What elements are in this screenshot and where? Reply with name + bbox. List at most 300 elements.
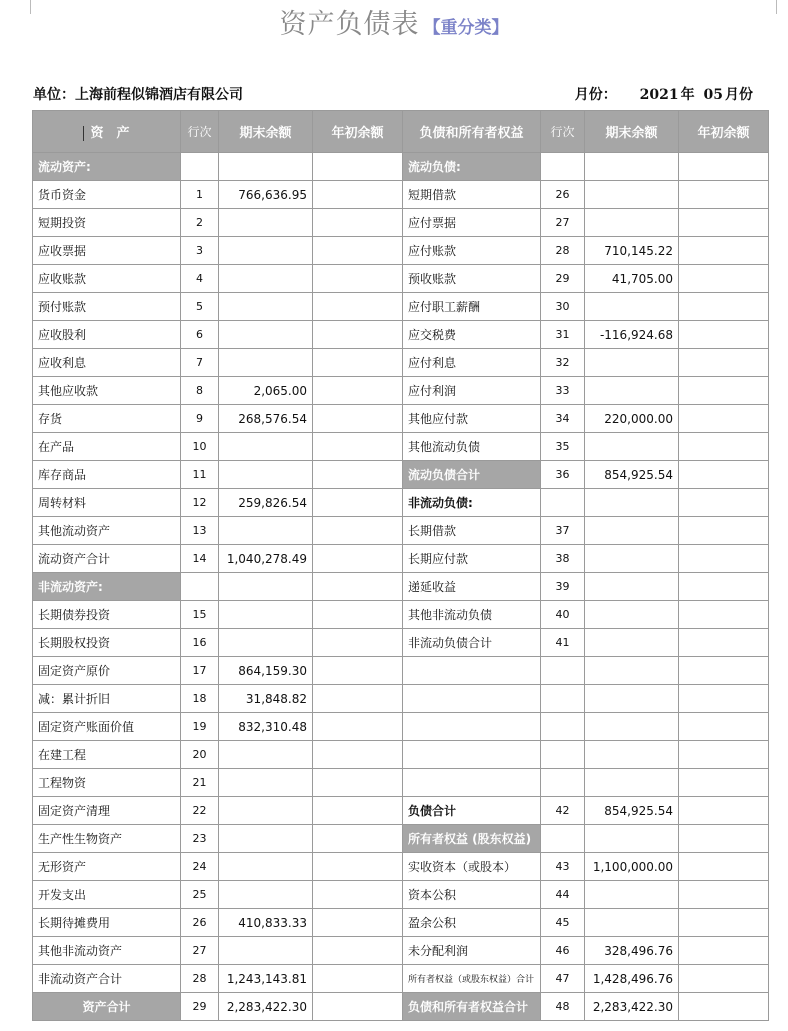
liability-line-no <box>541 657 585 685</box>
table-row <box>33 937 769 965</box>
liability-item: 非流动负债合计 <box>403 629 541 657</box>
header-liabilities-equity: 负债和所有者权益 <box>403 111 541 153</box>
asset-line-no: 15 <box>181 601 219 629</box>
liability-item: 应付利息 <box>403 349 541 377</box>
asset-line-no: 16 <box>181 629 219 657</box>
liability-opening-balance <box>679 629 769 657</box>
asset-closing-balance: 31,848.82 <box>219 685 313 713</box>
asset-opening-balance <box>313 797 403 825</box>
asset-closing-balance <box>219 461 313 489</box>
liability-item: 负债和所有者权益合计 <box>403 993 541 1021</box>
liability-opening-balance <box>679 853 769 881</box>
asset-line-no: 27 <box>181 937 219 965</box>
liability-item: 应付职工薪酬 <box>403 293 541 321</box>
asset-line-no: 18 <box>181 685 219 713</box>
balance-sheet-body <box>33 153 769 1021</box>
liability-closing-balance <box>585 825 679 853</box>
liability-item <box>403 685 541 713</box>
asset-closing-balance <box>219 881 313 909</box>
asset-item: 货币资金 <box>33 181 181 209</box>
liability-opening-balance <box>679 769 769 797</box>
asset-line-no: 26 <box>181 909 219 937</box>
liability-closing-balance: -116,924.68 <box>585 321 679 349</box>
asset-item: 长期股权投资 <box>33 629 181 657</box>
asset-closing-balance: 2,065.00 <box>219 377 313 405</box>
liability-closing-balance: 854,925.54 <box>585 461 679 489</box>
asset-closing-balance: 410,833.33 <box>219 909 313 937</box>
liability-closing-balance <box>585 293 679 321</box>
liability-opening-balance <box>679 433 769 461</box>
table-row <box>33 265 769 293</box>
liability-opening-balance <box>679 937 769 965</box>
liability-closing-balance <box>585 209 679 237</box>
liability-closing-balance: 41,705.00 <box>585 265 679 293</box>
liability-closing-balance: 328,496.76 <box>585 937 679 965</box>
liability-opening-balance <box>679 517 769 545</box>
table-row <box>33 769 769 797</box>
liability-closing-balance <box>585 349 679 377</box>
liability-line-no: 42 <box>541 797 585 825</box>
liability-line-no <box>541 685 585 713</box>
liability-opening-balance <box>679 909 769 937</box>
liability-line-no <box>541 713 585 741</box>
liability-closing-balance: 220,000.00 <box>585 405 679 433</box>
liability-opening-balance <box>679 881 769 909</box>
asset-line-no: 13 <box>181 517 219 545</box>
liability-item: 其他非流动负债 <box>403 601 541 629</box>
liability-closing-balance <box>585 545 679 573</box>
table-row <box>33 405 769 433</box>
liability-line-no: 40 <box>541 601 585 629</box>
period-month: 05 <box>703 87 723 103</box>
asset-line-no: 14 <box>181 545 219 573</box>
liability-opening-balance <box>679 461 769 489</box>
asset-item: 流动资产合计 <box>33 545 181 573</box>
liability-opening-balance <box>679 377 769 405</box>
liability-line-no <box>541 489 585 517</box>
table-row <box>33 741 769 769</box>
asset-line-no: 23 <box>181 825 219 853</box>
asset-opening-balance <box>313 209 403 237</box>
asset-closing-balance: 1,040,278.49 <box>219 545 313 573</box>
balance-sheet-table <box>32 110 769 1021</box>
table-row <box>33 237 769 265</box>
liability-item: 其他应付款 <box>403 405 541 433</box>
liability-opening-balance <box>679 489 769 517</box>
asset-opening-balance <box>313 349 403 377</box>
text-cursor <box>83 126 84 141</box>
asset-line-no <box>181 153 219 181</box>
liability-opening-balance <box>679 153 769 181</box>
asset-opening-balance <box>313 433 403 461</box>
report-title <box>0 2 788 41</box>
header-line-no-right: 行次 <box>541 111 585 153</box>
asset-closing-balance <box>219 937 313 965</box>
asset-opening-balance <box>313 405 403 433</box>
asset-item: 周转材料 <box>33 489 181 517</box>
asset-item: 生产性生物资产 <box>33 825 181 853</box>
asset-line-no: 22 <box>181 797 219 825</box>
liability-item <box>403 741 541 769</box>
table-row <box>33 517 769 545</box>
header-line-no-left: 行次 <box>181 111 219 153</box>
liability-opening-balance <box>679 293 769 321</box>
asset-opening-balance <box>313 489 403 517</box>
asset-item: 应收票据 <box>33 237 181 265</box>
liability-line-no <box>541 825 585 853</box>
asset-line-no: 5 <box>181 293 219 321</box>
table-row <box>33 489 769 517</box>
liability-line-no: 36 <box>541 461 585 489</box>
report-title-text: 资产负债表 <box>279 9 420 40</box>
asset-closing-balance <box>219 629 313 657</box>
asset-closing-balance <box>219 797 313 825</box>
liability-closing-balance <box>585 377 679 405</box>
asset-closing-balance <box>219 741 313 769</box>
table-row <box>33 433 769 461</box>
asset-item: 其他非流动资产 <box>33 937 181 965</box>
asset-closing-balance: 268,576.54 <box>219 405 313 433</box>
table-row <box>33 461 769 489</box>
liability-item: 短期借款 <box>403 181 541 209</box>
liability-opening-balance <box>679 685 769 713</box>
liability-opening-balance <box>679 965 769 993</box>
liability-closing-balance: 854,925.54 <box>585 797 679 825</box>
asset-item: 长期债券投资 <box>33 601 181 629</box>
asset-closing-balance <box>219 153 313 181</box>
asset-item: 存货 <box>33 405 181 433</box>
liability-line-no: 45 <box>541 909 585 937</box>
liability-line-no: 39 <box>541 573 585 601</box>
liability-line-no: 31 <box>541 321 585 349</box>
liability-closing-balance <box>585 489 679 517</box>
liability-opening-balance <box>679 181 769 209</box>
liability-item: 应交税费 <box>403 321 541 349</box>
asset-opening-balance <box>313 685 403 713</box>
asset-line-no: 25 <box>181 881 219 909</box>
asset-closing-balance <box>219 265 313 293</box>
asset-opening-balance <box>313 657 403 685</box>
asset-item: 应收账款 <box>33 265 181 293</box>
table-row <box>33 629 769 657</box>
asset-line-no: 29 <box>181 993 219 1021</box>
liability-opening-balance <box>679 573 769 601</box>
asset-opening-balance <box>313 909 403 937</box>
liability-line-no: 29 <box>541 265 585 293</box>
asset-item: 资产合计 <box>33 993 181 1021</box>
asset-line-no: 12 <box>181 489 219 517</box>
asset-item: 流动资产: <box>33 153 181 181</box>
liability-closing-balance: 2,283,422.30 <box>585 993 679 1021</box>
asset-item: 预付账款 <box>33 293 181 321</box>
liability-item: 所有者权益（或股东权益）合计 <box>403 965 541 993</box>
asset-line-no: 6 <box>181 321 219 349</box>
table-row <box>33 685 769 713</box>
liability-closing-balance <box>585 909 679 937</box>
asset-line-no: 28 <box>181 965 219 993</box>
asset-line-no: 11 <box>181 461 219 489</box>
liability-closing-balance: 710,145.22 <box>585 237 679 265</box>
liability-opening-balance <box>679 209 769 237</box>
liability-line-no: 37 <box>541 517 585 545</box>
header-assets <box>33 111 181 153</box>
liability-line-no: 48 <box>541 993 585 1021</box>
table-row <box>33 601 769 629</box>
asset-item: 在产品 <box>33 433 181 461</box>
liability-line-no: 27 <box>541 209 585 237</box>
asset-closing-balance <box>219 349 313 377</box>
asset-item: 长期待摊费用 <box>33 909 181 937</box>
liability-line-no: 44 <box>541 881 585 909</box>
liability-closing-balance: 1,100,000.00 <box>585 853 679 881</box>
table-row <box>33 293 769 321</box>
liability-item: 负债合计 <box>403 797 541 825</box>
asset-line-no: 9 <box>181 405 219 433</box>
asset-line-no: 21 <box>181 769 219 797</box>
liability-closing-balance <box>585 629 679 657</box>
liability-item: 盈余公积 <box>403 909 541 937</box>
asset-opening-balance <box>313 713 403 741</box>
liability-line-no: 46 <box>541 937 585 965</box>
report-subtitle: 【重分类】 <box>423 18 509 38</box>
liability-line-no: 34 <box>541 405 585 433</box>
liability-line-no: 38 <box>541 545 585 573</box>
liability-opening-balance <box>679 713 769 741</box>
asset-closing-balance <box>219 853 313 881</box>
asset-line-no <box>181 573 219 601</box>
table-row <box>33 573 769 601</box>
liability-closing-balance <box>585 685 679 713</box>
asset-closing-balance <box>219 293 313 321</box>
asset-item: 短期投资 <box>33 209 181 237</box>
liability-closing-balance: 1,428,496.76 <box>585 965 679 993</box>
asset-item: 工程物资 <box>33 769 181 797</box>
asset-opening-balance <box>313 853 403 881</box>
liability-opening-balance <box>679 321 769 349</box>
liability-item: 未分配利润 <box>403 937 541 965</box>
liability-opening-balance <box>679 797 769 825</box>
liability-opening-balance <box>679 825 769 853</box>
asset-line-no: 24 <box>181 853 219 881</box>
table-row <box>33 965 769 993</box>
liability-closing-balance <box>585 181 679 209</box>
table-header-row <box>33 111 769 153</box>
asset-item: 应收股利 <box>33 321 181 349</box>
liability-line-no: 47 <box>541 965 585 993</box>
liability-item <box>403 713 541 741</box>
asset-opening-balance <box>313 741 403 769</box>
liability-item: 所有者权益 (股东权益) <box>403 825 541 853</box>
liability-closing-balance <box>585 573 679 601</box>
liability-line-no: 26 <box>541 181 585 209</box>
asset-line-no: 3 <box>181 237 219 265</box>
asset-item: 固定资产清理 <box>33 797 181 825</box>
asset-opening-balance <box>313 265 403 293</box>
liability-opening-balance <box>679 237 769 265</box>
table-row <box>33 153 769 181</box>
liability-line-no <box>541 741 585 769</box>
liability-closing-balance <box>585 881 679 909</box>
asset-closing-balance <box>219 573 313 601</box>
table-row <box>33 321 769 349</box>
liability-closing-balance <box>585 601 679 629</box>
asset-item: 其他流动资产 <box>33 517 181 545</box>
liability-line-no: 32 <box>541 349 585 377</box>
liability-item: 递延收益 <box>403 573 541 601</box>
asset-line-no: 19 <box>181 713 219 741</box>
liability-item: 其他流动负债 <box>403 433 541 461</box>
liability-line-no: 28 <box>541 237 585 265</box>
liability-opening-balance <box>679 405 769 433</box>
period-label: 月份： <box>574 87 617 103</box>
asset-opening-balance <box>313 237 403 265</box>
asset-opening-balance <box>313 573 403 601</box>
asset-line-no: 1 <box>181 181 219 209</box>
header-opening-balance-left: 年初余额 <box>313 111 403 153</box>
liability-line-no: 35 <box>541 433 585 461</box>
asset-line-no: 10 <box>181 433 219 461</box>
header-closing-balance-left: 期末余额 <box>219 111 313 153</box>
asset-opening-balance <box>313 181 403 209</box>
period-year-suffix: 年 <box>680 87 695 103</box>
asset-opening-balance <box>313 461 403 489</box>
asset-closing-balance <box>219 517 313 545</box>
asset-item: 固定资产原价 <box>33 657 181 685</box>
asset-opening-balance <box>313 517 403 545</box>
table-row <box>33 377 769 405</box>
liability-item: 应付账款 <box>403 237 541 265</box>
asset-opening-balance <box>313 937 403 965</box>
asset-line-no: 17 <box>181 657 219 685</box>
asset-item: 非流动资产: <box>33 573 181 601</box>
asset-opening-balance <box>313 601 403 629</box>
liability-opening-balance <box>679 265 769 293</box>
asset-closing-balance <box>219 601 313 629</box>
asset-item: 其他应收款 <box>33 377 181 405</box>
liability-item: 非流动负债: <box>403 489 541 517</box>
table-row <box>33 881 769 909</box>
liability-item <box>403 657 541 685</box>
liability-opening-balance <box>679 657 769 685</box>
asset-opening-balance <box>313 993 403 1021</box>
asset-closing-balance: 832,310.48 <box>219 713 313 741</box>
table-row <box>33 825 769 853</box>
liability-closing-balance <box>585 713 679 741</box>
liability-item: 流动负债合计 <box>403 461 541 489</box>
asset-opening-balance <box>313 321 403 349</box>
asset-opening-balance <box>313 965 403 993</box>
asset-item: 无形资产 <box>33 853 181 881</box>
liability-closing-balance <box>585 433 679 461</box>
asset-closing-balance: 2,283,422.30 <box>219 993 313 1021</box>
asset-opening-balance <box>313 769 403 797</box>
asset-opening-balance <box>313 545 403 573</box>
liability-line-no: 33 <box>541 377 585 405</box>
table-row <box>33 209 769 237</box>
asset-item: 开发支出 <box>33 881 181 909</box>
asset-item: 应收利息 <box>33 349 181 377</box>
table-row <box>33 181 769 209</box>
liability-opening-balance <box>679 741 769 769</box>
asset-item: 固定资产账面价值 <box>33 713 181 741</box>
table-row <box>33 713 769 741</box>
asset-closing-balance <box>219 209 313 237</box>
liability-line-no: 41 <box>541 629 585 657</box>
period-month-suffix: 月份 <box>725 87 753 103</box>
report-period <box>575 84 753 104</box>
table-row <box>33 545 769 573</box>
liability-item: 长期借款 <box>403 517 541 545</box>
asset-line-no: 8 <box>181 377 219 405</box>
asset-item: 在建工程 <box>33 741 181 769</box>
header-closing-balance-right: 期末余额 <box>585 111 679 153</box>
liability-closing-balance <box>585 153 679 181</box>
liability-closing-balance <box>585 517 679 545</box>
liability-line-no <box>541 769 585 797</box>
asset-opening-balance <box>313 825 403 853</box>
liability-line-no <box>541 153 585 181</box>
liability-item: 预收账款 <box>403 265 541 293</box>
asset-opening-balance <box>313 153 403 181</box>
header-opening-balance-right: 年初余额 <box>679 111 769 153</box>
liability-closing-balance <box>585 769 679 797</box>
asset-item: 非流动资产合计 <box>33 965 181 993</box>
liability-opening-balance <box>679 993 769 1021</box>
liability-item: 应付票据 <box>403 209 541 237</box>
table-row <box>33 909 769 937</box>
asset-closing-balance: 1,243,143.81 <box>219 965 313 993</box>
asset-line-no: 4 <box>181 265 219 293</box>
liability-opening-balance <box>679 349 769 377</box>
asset-line-no: 2 <box>181 209 219 237</box>
company-unit-label: 单位：上海前程似锦酒店有限公司 <box>33 87 243 103</box>
asset-closing-balance <box>219 433 313 461</box>
report-meta <box>33 84 753 106</box>
table-row <box>33 993 769 1021</box>
asset-opening-balance <box>313 881 403 909</box>
liability-opening-balance <box>679 601 769 629</box>
liability-item: 实收资本（或股本） <box>403 853 541 881</box>
liability-item: 应付利润 <box>403 377 541 405</box>
period-year: 2021 <box>639 87 679 103</box>
liability-line-no: 30 <box>541 293 585 321</box>
asset-closing-balance: 864,159.30 <box>219 657 313 685</box>
table-row <box>33 853 769 881</box>
asset-opening-balance <box>313 629 403 657</box>
asset-closing-balance: 766,636.95 <box>219 181 313 209</box>
liability-closing-balance <box>585 741 679 769</box>
asset-closing-balance <box>219 321 313 349</box>
table-row <box>33 797 769 825</box>
table-row <box>33 349 769 377</box>
liability-item: 流动负债: <box>403 153 541 181</box>
asset-closing-balance <box>219 825 313 853</box>
asset-line-no: 7 <box>181 349 219 377</box>
asset-item: 减：累计折旧 <box>33 685 181 713</box>
asset-opening-balance <box>313 377 403 405</box>
liability-item <box>403 769 541 797</box>
liability-line-no: 43 <box>541 853 585 881</box>
liability-item: 资本公积 <box>403 881 541 909</box>
table-row <box>33 657 769 685</box>
asset-line-no: 20 <box>181 741 219 769</box>
liability-closing-balance <box>585 657 679 685</box>
asset-item: 库存商品 <box>33 461 181 489</box>
asset-closing-balance: 259,826.54 <box>219 489 313 517</box>
asset-opening-balance <box>313 293 403 321</box>
liability-opening-balance <box>679 545 769 573</box>
liability-item: 长期应付款 <box>403 545 541 573</box>
